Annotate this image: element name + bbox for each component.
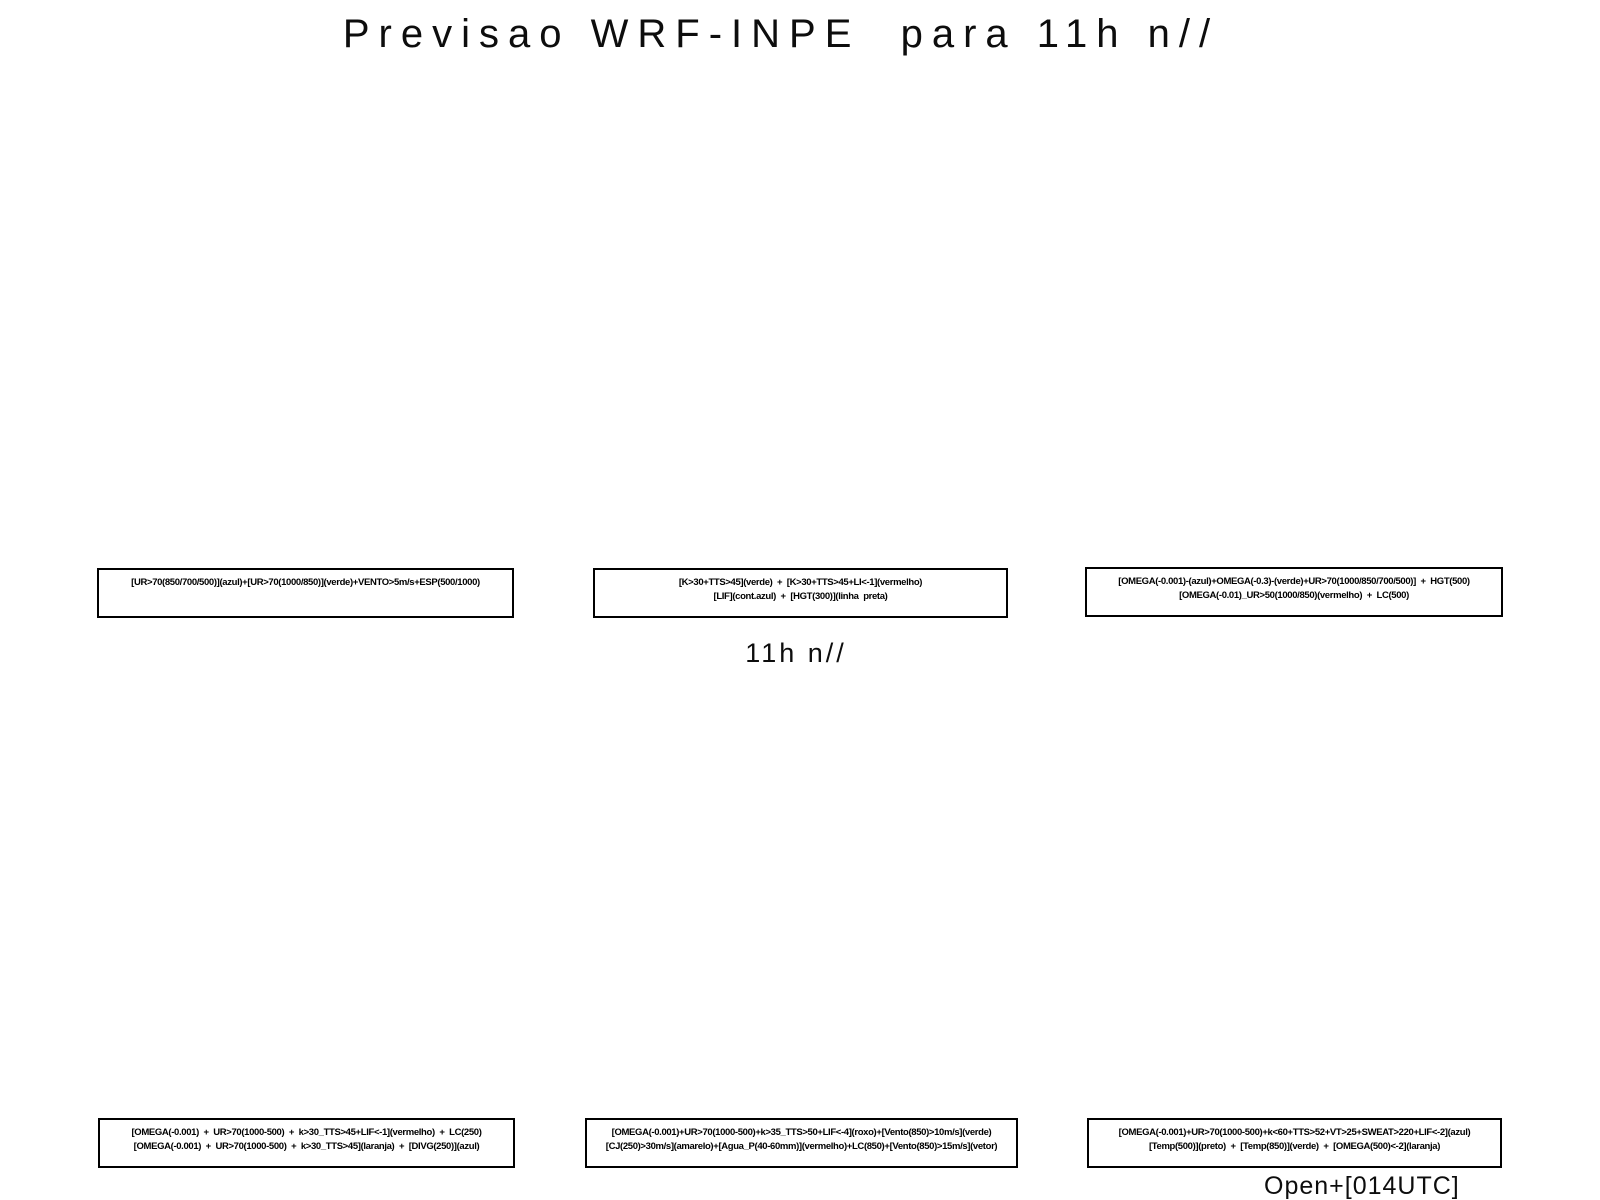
- legend-text-line: [OMEGA(-0.001)-(azul)+OMEGA(-0.3)-(verde)+UR>70(1000/850/700/500)] + HGT(500): [1118, 576, 1470, 587]
- panel-time-label: 11h n//: [745, 638, 847, 668]
- legend-panel-top-left: [97, 568, 514, 618]
- legend-text-line: [K>30+TTS>45](verde) + [K>30+TTS>45+LI<-1](vermelho): [678, 577, 923, 588]
- timestamp-footer: Open+[014UTC]: [1264, 1172, 1460, 1200]
- legend-text-line: [CJ(250)>30m/s](amarelo)+[Agua_P(40-60mm)](vermelho)+LC(850)+[Vento(850)>15m/s](vetor): [605, 1140, 998, 1152]
- legend-panel-bottom-center: [585, 1118, 1018, 1168]
- legend-text-line: [OMEGA(-0.001)+UR>70(1000-500)+k>35_TTS>50+LIF<-4](roxo)+[Vento(850)>10m/s](verde): [611, 1127, 992, 1138]
- legend-text-line: [LIF](cont.azul) + [HGT(300)](linha preta): [713, 590, 888, 602]
- legend-text-line: [OMEGA(-0.001) + UR>70(1000-500) + k>30_TTS>45](laranja) + [DIVG(250)](azul): [133, 1140, 480, 1152]
- legend-panel-top-center: [593, 568, 1008, 618]
- legend-text-line: [OMEGA(-0.01)_UR>50(1000/850)(vermelho) + LC(500): [1179, 589, 1409, 601]
- legend-text-line: [OMEGA(-0.001) + UR>70(1000-500) + k>30_TTS>45+LIF<-1](vermelho) + LC(250): [131, 1127, 482, 1138]
- legend-panel-bottom-left: [98, 1118, 515, 1168]
- forecast-title: Previsao WRF-INPE para 11h n//: [342, 12, 1220, 56]
- legend-text-line: [OMEGA(-0.001)+UR>70(1000-500)+k<60+TTS>52+VT>25+SWEAT>220+LIF<-2](azul): [1118, 1127, 1471, 1138]
- legend-panel-top-right: [1085, 567, 1503, 617]
- legend-text-line: [Temp(500)](preto) + [Temp(850)](verde) + [OMEGA(500)<-2](laranja): [1148, 1140, 1441, 1152]
- legend-text-line: [UR>70(850/700/500)](azul)+[UR>70(1000/850)](verde)+VENTO>5m/s+ESP(500/1000): [131, 577, 480, 588]
- legend-panel-bottom-right: [1087, 1118, 1502, 1168]
